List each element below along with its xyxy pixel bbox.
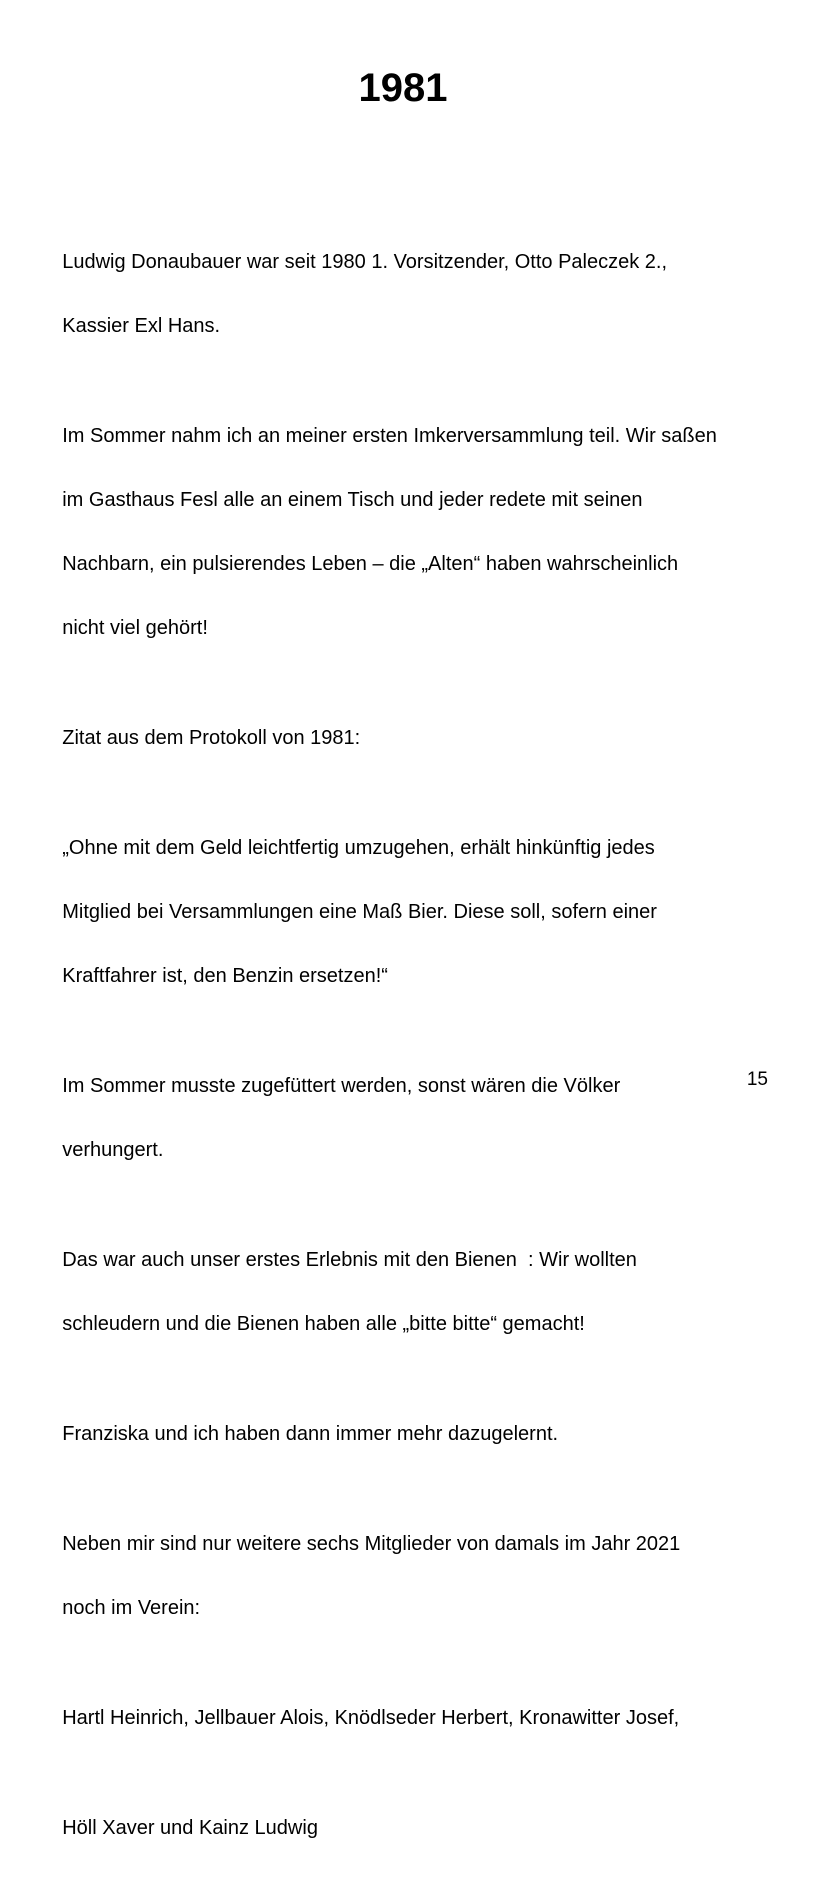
text-line: nicht viel gehört! (62, 617, 208, 639)
paragraph-quote-intro (40, 690, 780, 786)
text-line: Zitat aus dem Protokoll von 1981: (62, 727, 361, 749)
text-line: im Gasthaus Fesl alle an einem Tisch und jeder redete mit seinen (62, 489, 643, 511)
paragraph-board-members (40, 214, 780, 374)
text-line: schleudern und die Bienen haben alle „bitte bitte“ gemacht! (62, 1313, 585, 1335)
paragraph-first-experience (40, 1212, 780, 1372)
text-line: Neben mir sind nur weitere sechs Mitglieder von damals im Jahr 2021 (62, 1533, 681, 1555)
text-line: Im Sommer nahm ich an meiner ersten Imkerversammlung teil. Wir saßen (62, 425, 717, 447)
text-line: noch im Verein: (62, 1597, 201, 1619)
paragraph-remaining-members (40, 1496, 780, 1656)
paragraph-member-names-1 (40, 1670, 780, 1766)
text-line: „Ohne mit dem Geld leichtfertig umzugehen, erhält hinkünftig jedes (62, 837, 655, 859)
text-line: Im Sommer musste zugefüttert werden, sonst wären die Völker (62, 1075, 621, 1097)
text-line: verhungert. (62, 1139, 164, 1161)
text-line: Kassier Exl Hans. (62, 315, 221, 337)
text-line: Franziska und ich haben dann immer mehr dazugelernt. (62, 1423, 559, 1445)
page-title: 1981 (358, 66, 448, 110)
text-line: Nachbarn, ein pulsierendes Leben – die „Alten“ haben wahrscheinlich (62, 553, 679, 575)
paragraph-quote (40, 800, 780, 1024)
text-line: Kraftfahrer ist, den Benzin ersetzen!“ (62, 965, 388, 987)
text-line: Das war auch unser erstes Erlebnis mit den Bienen : Wir wollten (62, 1249, 637, 1271)
text-line: Höll Xaver und Kainz Ludwig (62, 1817, 318, 1839)
text-line: Ludwig Donaubauer war seit 1980 1. Vorsitzender, Otto Paleczek 2., (62, 251, 668, 273)
paragraph-learning (40, 1386, 780, 1482)
paragraph-feeding (40, 1038, 780, 1198)
paragraph-first-meeting (40, 388, 780, 676)
text-line: Hartl Heinrich, Jellbauer Alois, Knödlseder Herbert, Kronawitter Josef, (62, 1707, 680, 1729)
paragraph-member-names-2 (40, 1780, 780, 1876)
text-line: Mitglied bei Versammlungen eine Maß Bier. Diese soll, sofern einer (62, 901, 657, 923)
page-number: 15 (746, 1069, 768, 1090)
body-text (40, 214, 780, 1890)
